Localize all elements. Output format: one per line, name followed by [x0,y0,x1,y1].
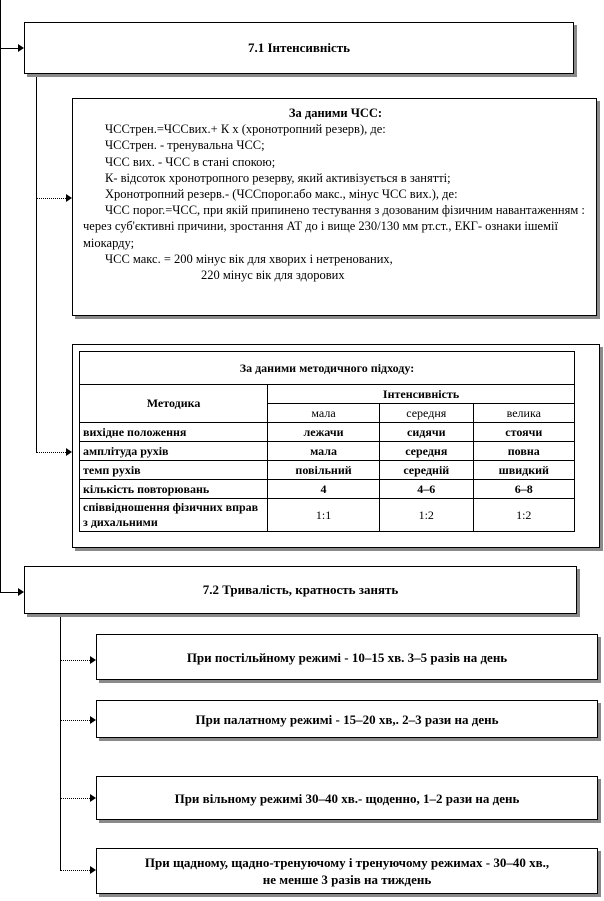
cell: 1:1 [268,499,380,532]
cell: 4–6 [379,480,473,499]
branch-to-hr [36,198,70,199]
cell: швидкий [473,461,574,480]
hr-formula-box [72,98,597,316]
sub-trunk-71 [36,76,37,452]
level-medium: середня [379,404,473,423]
hr-line-6: ЧСС порог.=ЧСС, при якій припинено тестування з дозованим фізичним навантаженням : через суб'єктивні причини, зростання АТ до і вище 230/130 мм рт.ст., ЕКГ- ознаки ішемії міокарду; [83,203,585,250]
cell: 1:2 [473,499,574,532]
section-72-box [24,566,577,614]
row-label: вихідне положення [80,423,268,442]
row-label: темп рухів [80,461,268,480]
col-intensity: Інтенсивність [268,385,575,404]
branch-to-72 [0,592,20,593]
mode-training [96,848,598,894]
method-table-box [72,344,600,548]
sub-trunk-72 [60,615,61,870]
section-72-title: 7.2 Тривалість, кратность занять [202,582,399,597]
hr-line-8: 220 мінус вік для здорових [201,268,345,283]
cell: 6–8 [473,480,574,499]
hr-line-3: ЧСС вих. - ЧСС в стані спокою; [105,154,276,169]
level-low: мала [268,404,380,423]
branch-to-mode-4 [60,870,94,871]
cell: сидячи [379,423,473,442]
section-71-title: 7.1 Інтенсивність [247,40,351,55]
table-row [80,442,575,461]
table-row [80,423,575,442]
hr-line-7: ЧСС макс. = 200 мінус вік для хворих і нетренованих, [105,251,393,266]
branch-to-method [36,452,70,453]
hr-heading: За даними ЧСС: [288,106,383,120]
mode-free [96,776,598,820]
hr-line-1: ЧССтрен.=ЧССвих.+ К х (хронотропний резерв), де: [105,122,386,137]
cell: середній [379,461,473,480]
mode-bed-text: При постільйному режимі - 10–15 хв. 3–5 разів на день [186,649,508,665]
cell: 4 [268,480,380,499]
cell: повна [473,442,574,461]
hr-line-2: ЧССтрен. - тренувальна ЧСС; [105,138,265,153]
mode-training-text: При щадному, щадно-тренуючому і тренуючому режимах - 30–40 хв., не менше 3 разів на тиждень [144,855,550,887]
row-label: амплітуда рухів [80,442,268,461]
cell: лежачи [268,423,380,442]
table-row [80,461,575,480]
cell: 1:2 [379,499,473,532]
table-row [80,480,575,499]
cell: стоячи [473,423,574,442]
method-table [79,351,575,532]
left-trunk-line [0,0,1,592]
section-71-box [24,22,574,74]
row-label: співвідношення фізичних вправ з дихальними [80,499,268,532]
hr-line-5: Хронотропний резерв.- (ЧССпорог.або макс., мінус ЧСС вих.), де: [105,187,458,202]
method-heading: За даними методичного підходу: [80,352,575,385]
cell: мала [268,442,380,461]
cell: повільний [268,461,380,480]
mode-ward [96,700,598,738]
branch-to-71 [0,48,20,49]
level-high: велика [473,404,574,423]
branch-to-mode-3 [60,798,94,799]
mode-ward-text: При палатному режимі - 15–20 хв,. 2–3 рази на день [195,711,499,727]
row-label: кількість повторювань [80,480,268,499]
table-row [80,499,575,532]
branch-to-mode-1 [60,660,94,661]
branch-to-mode-2 [60,720,94,721]
col-method: Методика [80,385,268,423]
hr-line-4: К- відсоток хронотропного резерву, який активізується в занятті; [105,170,451,185]
mode-free-text: При вільному режимі 30–40 хв.- щоденно, 1–2 рази на день [174,790,520,806]
cell: середня [379,442,473,461]
mode-bed [96,634,598,680]
